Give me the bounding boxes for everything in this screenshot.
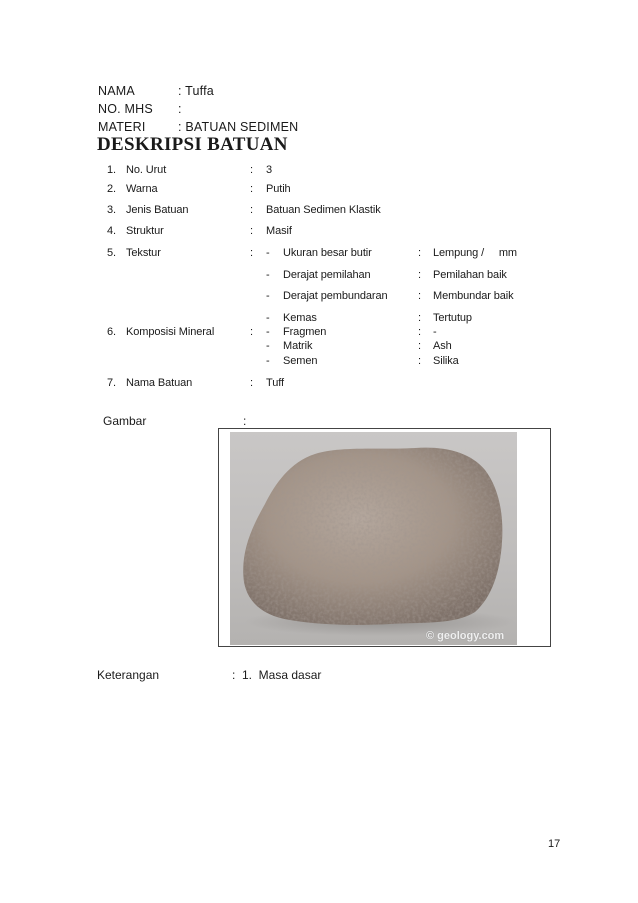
row-value: Putih xyxy=(266,183,291,195)
row-colon: : xyxy=(250,164,253,176)
nama-label: NAMA xyxy=(98,84,135,98)
row-num: 2. xyxy=(107,183,116,195)
keterangan-value: : 1. Masa dasar xyxy=(232,668,322,682)
keterangan-label: Keterangan xyxy=(97,668,160,682)
row-colon: : xyxy=(250,225,253,237)
sub-name: Ukuran besar butir xyxy=(283,247,372,259)
page-title: DESKRIPSI BATUAN xyxy=(97,134,288,155)
row-colon: : xyxy=(250,204,253,216)
row-value: Masif xyxy=(266,225,292,237)
materi-value: : BATUAN SEDIMEN xyxy=(178,120,299,134)
sub-dash: - xyxy=(266,312,270,324)
gambar-colon: : xyxy=(243,414,247,428)
sub-colon: : xyxy=(418,355,421,367)
row-num: 4. xyxy=(107,225,116,237)
row-colon: : xyxy=(250,247,253,259)
sub-colon: : xyxy=(418,312,421,324)
sub-dash: - xyxy=(266,340,270,352)
row-label: Struktur xyxy=(126,225,164,237)
row-colon: : xyxy=(250,377,253,389)
row-label: Warna xyxy=(126,183,158,195)
materi-label: MATERI xyxy=(98,120,146,134)
row-colon: : xyxy=(250,183,253,195)
sub-colon: : xyxy=(418,247,421,259)
sub-dash: - xyxy=(266,355,270,367)
rock-photo xyxy=(230,432,517,645)
sub-value: Membundar baik xyxy=(433,290,514,302)
row-num: 3. xyxy=(107,204,116,216)
row-value: Tuff xyxy=(266,377,284,389)
sub-colon: : xyxy=(418,326,421,338)
rock-photo-frame xyxy=(218,428,551,647)
gambar-label: Gambar xyxy=(103,414,147,428)
sub-dash: - xyxy=(266,269,270,281)
sub-name: Derajat pembundaran xyxy=(283,290,388,302)
row-label: Jenis Batuan xyxy=(126,204,189,216)
sub-name: Matrik xyxy=(283,340,313,352)
row-value: Batuan Sedimen Klastik xyxy=(266,204,381,216)
sub-name: Semen xyxy=(283,355,318,367)
geology-watermark: © geology.com xyxy=(426,630,505,642)
row-label: Nama Batuan xyxy=(126,377,193,389)
sub-dash: - xyxy=(266,290,270,302)
row-num: 6. xyxy=(107,326,116,338)
row-num: 5. xyxy=(107,247,116,259)
sub-dash: - xyxy=(266,326,270,338)
row-value: 3 xyxy=(266,164,273,176)
row-label: No. Urut xyxy=(126,164,167,176)
row-label: Tekstur xyxy=(126,247,161,259)
tuff-rock-image xyxy=(230,432,517,645)
nama-value: : Tuffa xyxy=(178,84,214,98)
sub-name: Fragmen xyxy=(283,326,327,338)
sub-colon: : xyxy=(418,269,421,281)
sub-colon: : xyxy=(418,340,421,352)
nomhs-label: NO. MHS xyxy=(98,102,153,116)
row-num: 7. xyxy=(107,377,116,389)
row-label: Komposisi Mineral xyxy=(126,326,215,338)
sub-value: Lempung / mm xyxy=(433,247,517,259)
sub-value: Pemilahan baik xyxy=(433,269,507,281)
sub-value: - xyxy=(433,326,437,338)
nomhs-value: : xyxy=(178,102,182,116)
sub-colon: : xyxy=(418,290,421,302)
row-num: 1. xyxy=(107,164,116,176)
sub-value: Tertutup xyxy=(433,312,472,324)
sub-name: Derajat pemilahan xyxy=(283,269,371,281)
sub-name: Kemas xyxy=(283,312,317,324)
row-colon: : xyxy=(250,326,253,338)
sub-value: Silika xyxy=(433,355,459,367)
page-number: 17 xyxy=(548,838,561,850)
sub-dash: - xyxy=(266,247,270,259)
sub-value: Ash xyxy=(433,340,452,352)
